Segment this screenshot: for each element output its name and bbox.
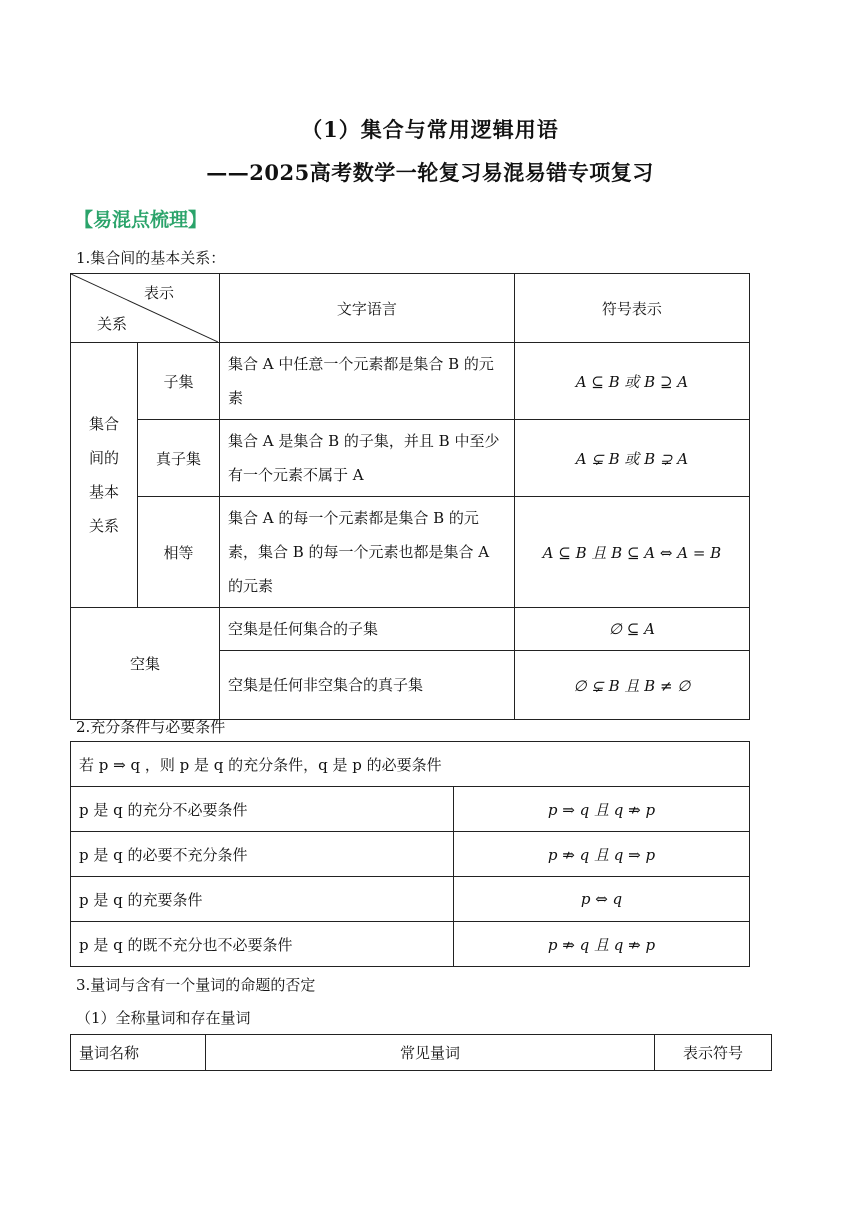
conditions-table [70,741,750,967]
part3-sub-label: （1）全称量词和存在量词 [76,1009,251,1027]
group-label: 集合间的基本关系 [88,415,119,535]
diag-bottom-label: 关系 [97,315,128,333]
quantifier-table [70,1034,772,1071]
row-symbol: A ⊆ B 且 B ⊆ A ⇔ A = B [514,497,749,608]
row-text: 集合 A 的每一个元素都是集合 B 的元素，集合 B 的每一个元素也都是集合 A 的元素 [219,497,514,608]
col-header-text: 文字语言 [219,274,514,343]
empty-row-text: 空集是任何非空集合的真子集 [219,651,514,720]
row-text: 集合 A 是集合 B 的子集，并且 B 中至少有一个元素不属于 A [219,420,514,497]
condition-text: p 是 q 的充分不必要条件 [71,787,454,832]
quantifier-header: 表示符号 [655,1035,772,1071]
empty-set-label: 空集 [71,608,220,720]
part2-label: 2.充分条件与必要条件 [76,718,226,736]
row-name: 子集 [137,343,219,420]
empty-row-symbol: ∅ ⊊ B 且 B ≠ ∅ [514,651,749,720]
conditions-intro: 若 p ⇒ q ，则 p 是 q 的充分条件，q 是 p 的必要条件 [71,742,750,787]
condition-symbol: p ⇒ q 且 q ⇏ p [454,787,750,832]
page-title: （1）集合与常用逻辑用语 [301,117,559,142]
col-header-symbol: 符号表示 [514,274,749,343]
row-name: 相等 [137,497,219,608]
set-relations-table [70,273,750,720]
row-text: 集合 A 中任意一个元素都是集合 B 的元素 [219,343,514,420]
diagonal-header-cell [71,274,220,343]
group-label-cell [71,343,138,608]
quantifier-header: 常见量词 [206,1035,655,1071]
row-name: 真子集 [137,420,219,497]
empty-row-symbol: ∅ ⊆ A [514,608,749,651]
empty-row-text: 空集是任何集合的子集 [219,608,514,651]
condition-symbol: p ⇏ q 且 q ⇒ p [454,832,750,877]
part3-label: 3.量词与含有一个量词的命题的否定 [76,976,316,994]
diag-top-label: 表示 [143,284,174,302]
condition-symbol: p ⇏ q 且 q ⇏ p [454,922,750,967]
part1-label: 1.集合间的基本关系： [76,249,226,267]
section-heading: 【易混点梳理】 [74,209,208,231]
condition-text: p 是 q 的既不充分也不必要条件 [71,922,454,967]
page-subtitle: ——2025高考数学一轮复习易混易错专项复习 [206,160,654,185]
condition-text: p 是 q 的必要不充分条件 [71,832,454,877]
quantifier-header: 量词名称 [71,1035,206,1071]
condition-text: p 是 q 的充要条件 [71,877,454,922]
condition-symbol: p ⇔ q [454,877,750,922]
row-symbol: A ⊊ B 或 B ⊋ A [514,420,749,497]
row-symbol: A ⊆ B 或 B ⊇ A [514,343,749,420]
